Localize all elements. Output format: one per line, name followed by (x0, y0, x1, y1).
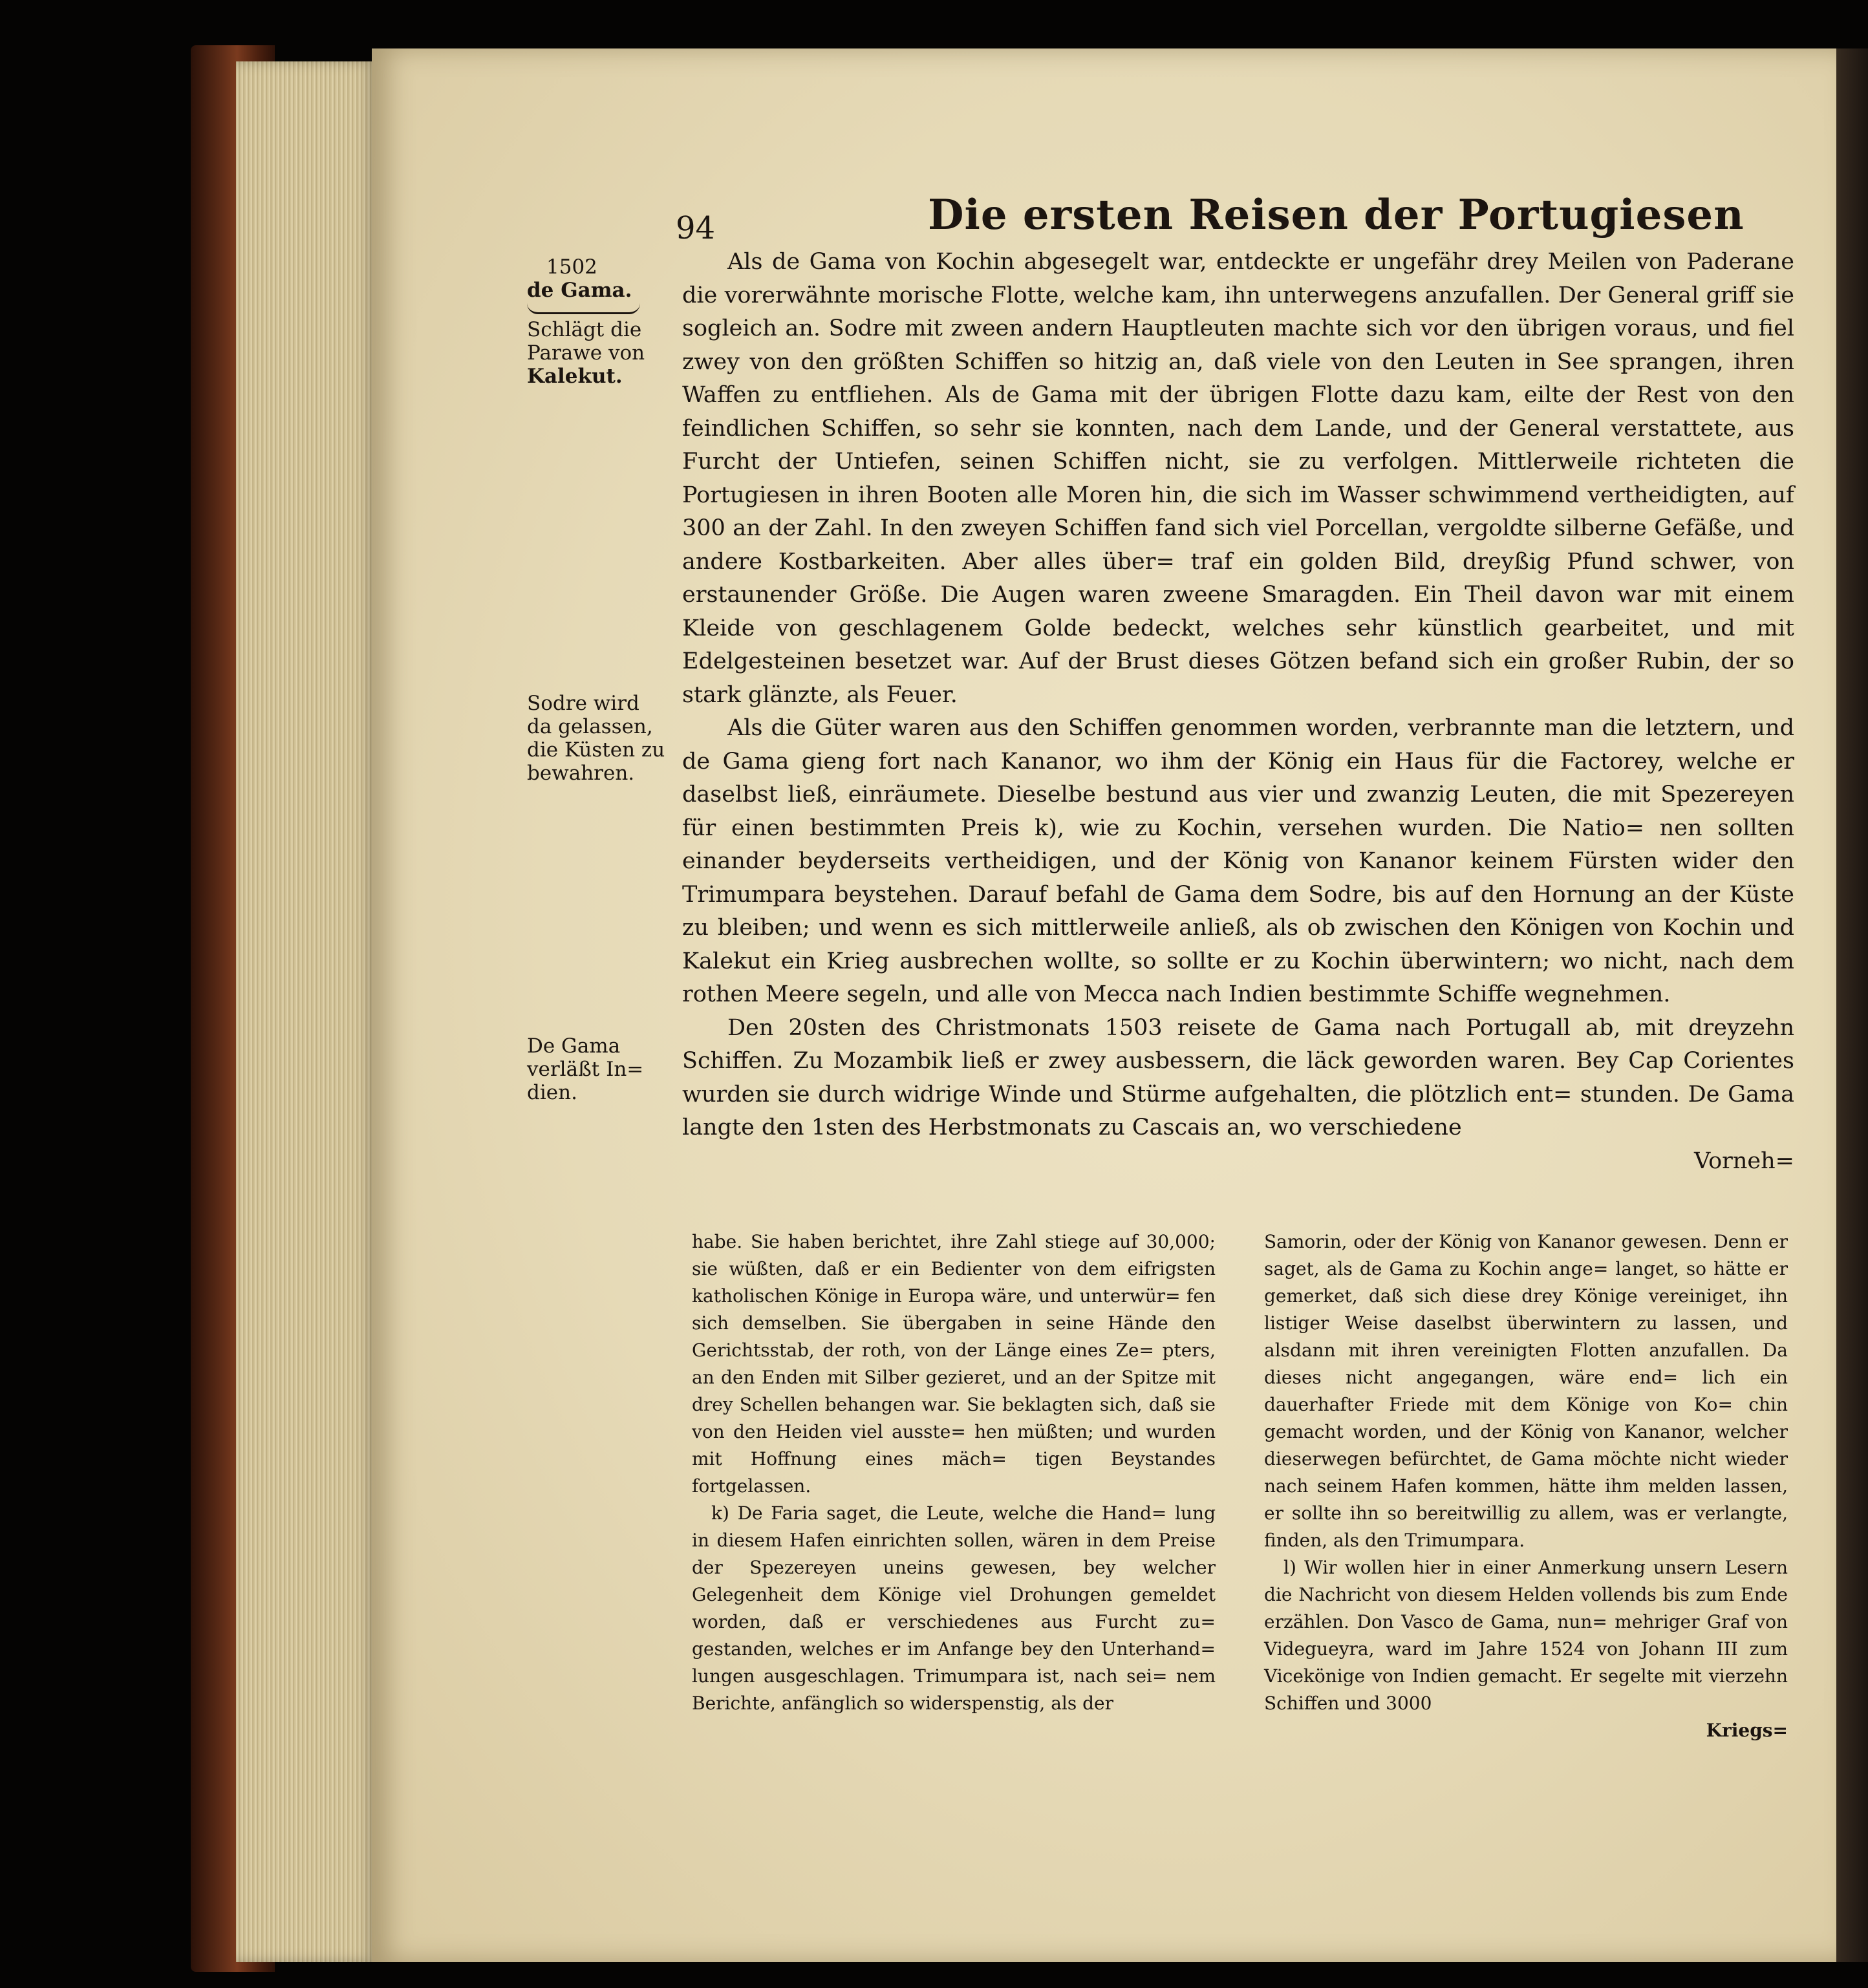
footnote-paragraph: Samorin, oder der König von Kananor gewesen. Denn er saget, als de Gama zu Kochin ange= langet, so hätte er gemerket, daß sich diese drey Könige vereiniget, ihn listiger Weise daselbst überwintern zu lassen, und alsdann mit ihren vereinigten Flotten anzufallen. Da dieses nicht angegangen, wäre end= lich ein dauerhafter Friede mit dem Könige von Ko= chin gemacht worden, und der König von Kananor, welcher dieserwegen befürchtet, de Gama möchte nicht wieder nach seinem Hafen kommen, hätte ihm melden lassen, er sollte ihn so bereitwillig zu allem, was er verlangte, finden, als den Trimumpara. (1264, 1231, 1788, 1551)
margin-note-sodre (527, 692, 669, 785)
margin-note-line: Schlägt die (527, 318, 642, 341)
facing-page-edge (1831, 48, 1868, 1962)
footnote-catchword: Kriegs= (1706, 1720, 1788, 1741)
footnote-paragraph: habe. Sie haben berichtet, ihre Zahl stiege auf 30,000; sie wüßten, daß er ein Bedienter von dem eifrigsten katholischen Könige in Europa wäre, und unterwür= fen sich demselben. Sie übergaben in seine Hände den Gerichtsstab, der roth, von der Länge eines Ze= pters, an den Enden mit Silber gezieret, und an der Spitze mit drey Schellen behangen war. Sie beklagten sich, daß sie von den Heiden viel ausste= hen müßten; und wurden mit Hoffnung eines mäch= tigen Beystandes fortgelassen. (692, 1231, 1216, 1497)
margin-note-line: bewahren. (527, 762, 635, 785)
page-edges (236, 61, 375, 1962)
book-page (372, 48, 1836, 1962)
footnote-paragraph: l) Wir wollen hier in einer Anmerkung unsern Lesern die Nachricht von diesem Helden vollends bis zum Ende erzählen. Don Vasco de Gama, nun= mehriger Graf von Videgueyra, ward im Jahre 1524 von Johann III zum Vicekönige von Indien gemacht. Er segelte mit vierzehn Schiffen und 3000 (1264, 1557, 1788, 1714)
margin-note-line: dien. (527, 1081, 577, 1104)
footnote-column-left (692, 1228, 1216, 1717)
margin-year: 1502 (546, 255, 597, 279)
main-text (682, 246, 1794, 1178)
margin-note-line: die Küsten zu (527, 738, 665, 762)
margin-note-line: Parawe von (527, 341, 645, 365)
page-number: 94 (676, 210, 716, 246)
margin-name: de Gama. (527, 279, 632, 302)
margin-note-line: da gelassen, (527, 715, 653, 738)
margin-note-line: Sodre wird (527, 692, 639, 715)
body-paragraph: Als de Gama von Kochin abgesegelt war, entdeckte er ungefähr drey Meilen von Paderane die vorerwähnte morische Flotte, welche kam, ihn unterwegens anzufallen. Der General griff sie sogleich an. Sodre mit zween andern Hauptleuten machte sich vor den übrigen voraus, und fiel zwey von den größten Schiffen so hitzig an, daß viele von den Leuten in See sprangen, ihren Waffen zu entfliehen. Als de Gama mit der übrigen Flotte dazu kam, eilte der Rest von den feindlichen Schiffen, so sehr sie konnten, nach dem Lande, und der General verstattete, aus Furcht der Untiefen, seinen Schiffen nicht, sie zu verfolgen. Mittlerweile richteten die Portugiesen in ihren Booten alle Moren hin, die sich im Wasser schwimmend vertheidigten, auf 300 an der Zahl. In den zweyen Schiffen fand sich viel Porcellan, vergoldte silberne Gefäße, und andere Kostbarkeiten. Aber alles über= traf ein golden Bild, dreyßig Pfund schwer, von erstaunender Größe. Die Augen waren zweene Smaragden. Ein Theil davon war mit einem Kleide von geschlagenem Golde bedeckt, welches sehr künstlich gearbeitet, und mit Edelgesteinen besetzet war. Auf der Brust dieses Götzen befand sich ein großer Rubin, der so stark glänzte, als Feuer. (682, 249, 1794, 708)
margin-note-year (527, 255, 669, 388)
footnote-paragraph: k) De Faria saget, die Leute, welche die Hand= lung in diesem Hafen einrichten sollen, wären in dem Preise der Spezereyen uneins gewesen, bey welcher Gelegenheit dem Könige viel Drohungen gemeldet worden, daß er verschiedenes aus Furcht zu= gestanden, welches er im Anfange bey den Unterhand= lungen ausgeschlagen. Trimumpara ist, nach sei= nem Berichte, anfänglich so widerspenstig, als der (692, 1502, 1216, 1714)
catchword: Vorneh= (1694, 1148, 1794, 1174)
margin-note-line: Kalekut. (527, 365, 623, 388)
margin-note-line: De Gama (527, 1034, 621, 1058)
running-head: Die ersten Reisen der Portugiesen (928, 191, 1745, 239)
footnote-column-right (1264, 1228, 1788, 1744)
body-paragraph: Als die Güter waren aus den Schiffen genommen worden, verbrannte man die letztern, und de Gama gieng fort nach Kananor, wo ihm der König ein Haus für die Factorey, welche er daselbst ließ, einräumete. Dieselbe bestund aus vier und zwanzig Leuten, die mit Spezereyen für einen bestimmten Preis k), wie zu Kochin, versehen wurden. Die Natio= nen sollten einander beyderseits vertheidigen, und der König von Kananor keinem Fürsten wider den Trimumpara beystehen. Darauf befahl de Gama dem Sodre, bis auf den Hornung an der Küste zu bleiben; und wenn es sich mittlerweile anließ, als ob zwischen den Königen von Kochin und Kalekut ein Krieg ausbrechen wollte, so sollte er zu Kochin überwintern; wo nicht, nach dem rothen Meere segeln, und alle von Mecca nach Indien bestimmte Schiffe wegnehmen. (682, 715, 1794, 1007)
margin-brace (527, 303, 640, 314)
margin-note-line: verläßt In= (527, 1058, 644, 1081)
page-header (372, 184, 1836, 246)
margin-note-departure (527, 1034, 669, 1104)
body-paragraph: Den 20sten des Christmonats 1503 reisete de Gama nach Portugall ab, mit dreyzehn Schiffen. Zu Mozambik ließ er zwey ausbessern, die läck geworden waren. Bey Cap Corientes wurden sie durch widrige Winde und Stürme aufgehalten, die plötzlich ent= stunden. De Gama langte den 1sten des Herbstmonats zu Cascais an, wo verschiedene (682, 1014, 1794, 1140)
